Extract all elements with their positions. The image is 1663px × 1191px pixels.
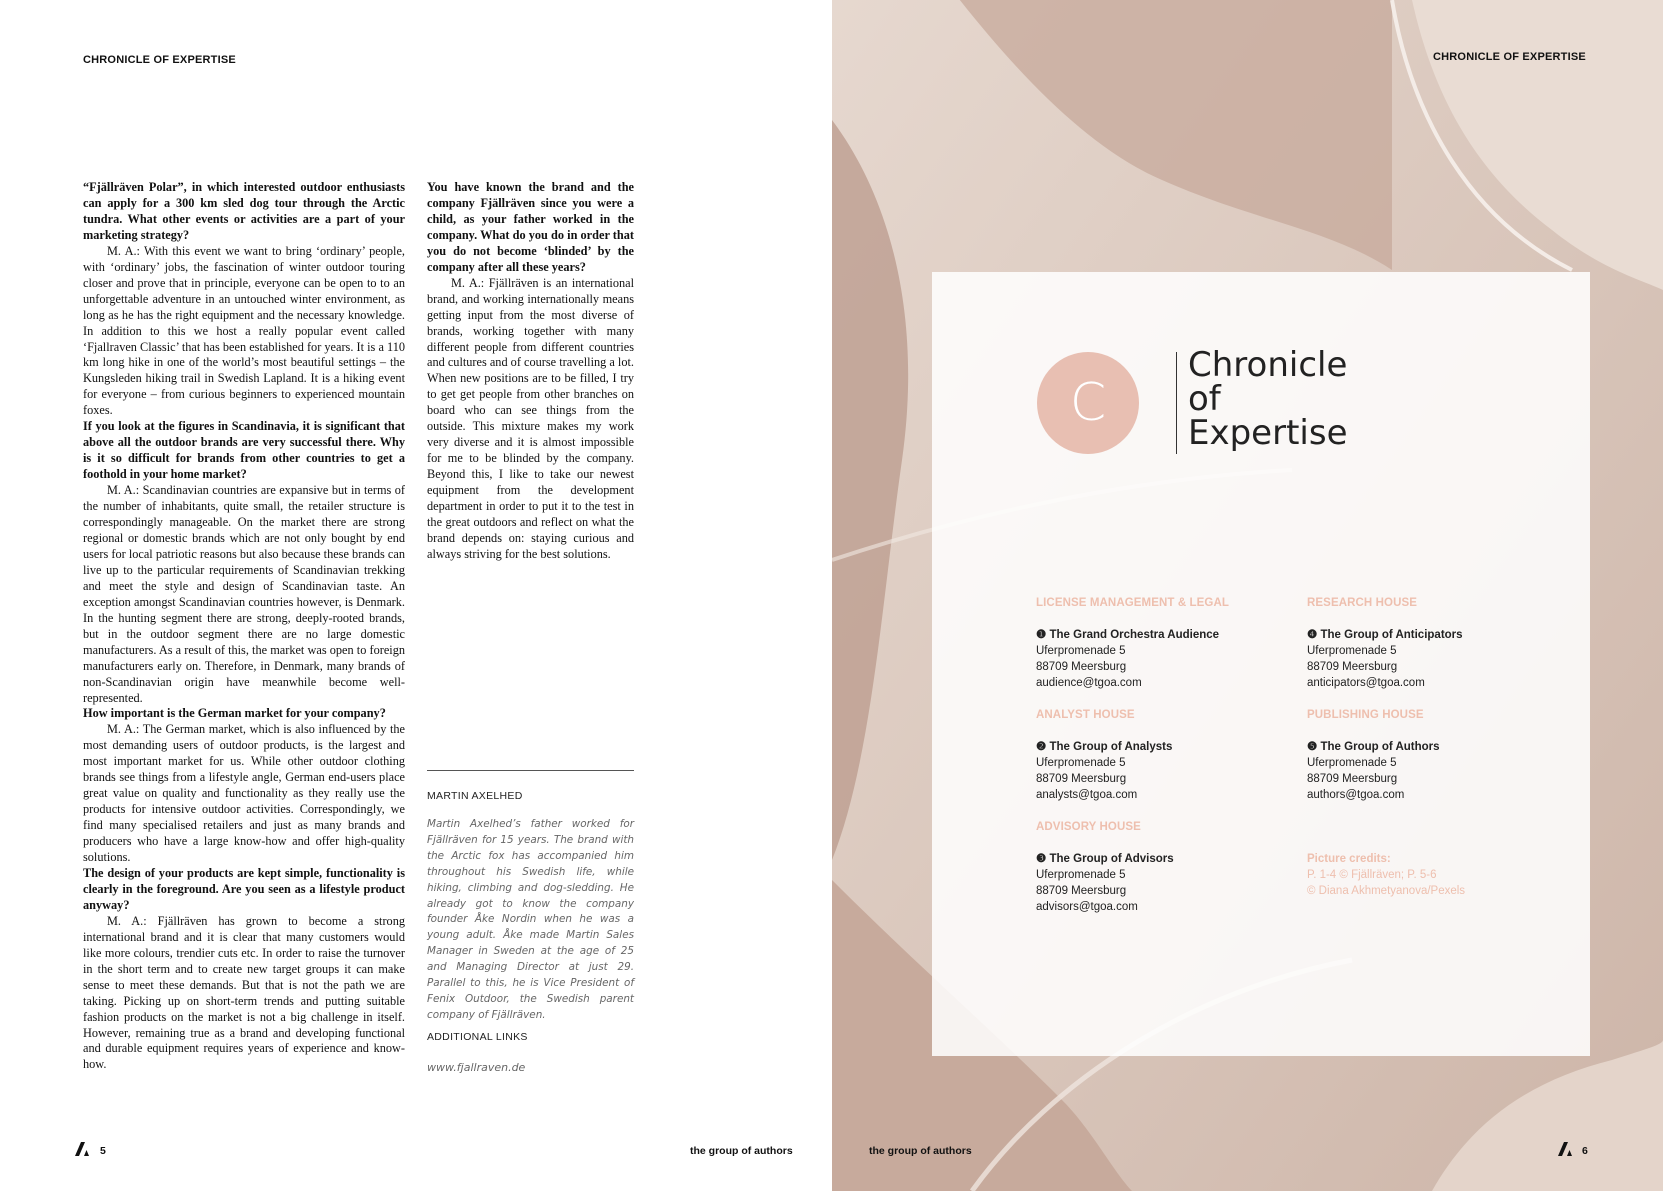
answer: M. A.: Scandinavian countries are expansive but in terms of the number of inhabitants, quite small, the retailer structure is correspondingly manageable. On the market there are strong regional or domestic brands which are not only bought by end users for local patriotic reasons but also because these brands can live up to the particular requirements of Scandinavian trekking and meet the style and design of Scandinavian taste. An exception amongst Scandinavian countries however, is Denmark. In the hunting segment there are strong, deeply-rooted brands, but in the outdoor segment there are no large domestic manufacturers. As a result of this, the market was open to foreign manufacturers early on. Therefore, in Denmark, many brands of non-Scandinavian origin have meanwhile become well-represented.	[83, 483, 405, 705]
contact-name: ❶ The Grand Orchestra Audience	[1036, 629, 1220, 641]
question: How important is the German market for your company?	[83, 706, 386, 721]
contact-street: Uferpromenade 5	[1036, 757, 1126, 769]
author-bio: Martin Axelhed’s father worked for Fjällräven for 15 years. The brand with the Arctic fox has accompanied him throughout his Swedish life, while hiking, climbing and dog-sledding. He already got to know the company founder Åke Nordin when he was a young adult. Åke made Martin Sales Manager in Sweden at the age of 25 and Managing Director at just 29. Parallel to this, he is Vice President of Fenix Outdoor, the Swedish parent company of Fjällräven.	[427, 818, 634, 1021]
logo-circle: C	[1037, 352, 1139, 454]
additional-links-heading: ADDITIONAL LINKS	[427, 1031, 528, 1043]
publisher-logo-icon	[1558, 1142, 1574, 1156]
contact-city: 88709 Meersburg	[1036, 773, 1127, 785]
author-name: MARTIN AXELHED	[427, 790, 523, 802]
credits-line: P. 1-4 © Fjällräven; P. 5-6	[1307, 869, 1437, 881]
contact-advisors	[1036, 851, 1174, 915]
right-running-header: CHRONICLE OF EXPERTISE	[1433, 51, 1586, 63]
contact-city: 88709 Meersburg	[1307, 773, 1398, 785]
left-footer: the group of authors	[690, 1145, 793, 1157]
divider	[427, 770, 634, 771]
left-running-header: CHRONICLE OF EXPERTISE	[83, 54, 236, 66]
external-link[interactable]: www.fjallraven.de	[427, 1061, 526, 1074]
question: If you look at the figures in Scandinavia, it is significant that above all the outdoor brands are very successful there. Why is it so difficult for brands from other countries to get a foothold in your home market?	[83, 419, 405, 482]
section-heading-analyst: ANALYST HOUSE	[1036, 709, 1135, 721]
question: You have known the brand and the company Fjällräven since you were a child, as your father worked in the company. What do you do in order that you do not become ‘blinded’ by the company after all these years?	[427, 180, 634, 274]
article-column-2	[427, 180, 634, 563]
picture-credits	[1307, 851, 1465, 899]
title-line: Expertise	[1188, 413, 1348, 453]
answer: M. A.: Fjällräven is an international brand, and working internationally means getting input from the most diverse of brands, working together with many different people from different countries and cultures and of course travelling a lot. When new positions are to be filled, I try to get get people from other branches on board who can see things from the outside. This mixture makes my work very diverse and it is almost impossible for me to be blinded by the company. Beyond this, I like to take our newest equipment from the development department in order to put it to the test in the great outdoors and reflect on what the brand depends on: staying curious and always striving for the best solutions.	[427, 275, 634, 561]
contact-city: 88709 Meersburg	[1036, 661, 1127, 673]
masthead-panel	[932, 272, 1590, 1056]
contact-street: Uferpromenade 5	[1036, 869, 1126, 881]
credits-line: © Diana Akhmetyanova/Pexels	[1307, 885, 1466, 897]
page-number: 5	[100, 1145, 106, 1157]
contact-name: ❺ The Group of Authors	[1307, 741, 1440, 753]
right-page	[832, 0, 1663, 1191]
question: “Fjällräven Polar”, in which interested outdoor enthusiasts can apply for a 300 km sled dog tour through the Arctic tundra. What other events or activities are a part of your marketing strategy?	[83, 180, 405, 242]
credits-title: Picture credits:	[1307, 853, 1391, 865]
contact-street: Uferpromenade 5	[1036, 645, 1126, 657]
contact-analysts	[1036, 739, 1172, 803]
contact-email[interactable]: anticipators@tgoa.com	[1307, 677, 1425, 689]
contact-audience	[1036, 627, 1219, 691]
contact-email[interactable]: analysts@tgoa.com	[1036, 789, 1138, 801]
contact-email[interactable]: advisors@tgoa.com	[1036, 901, 1138, 913]
contact-email[interactable]: authors@tgoa.com	[1307, 789, 1405, 801]
contact-city: 88709 Meersburg	[1307, 661, 1398, 673]
answer: M. A.: Fjällräven has grown to become a strong international brand and it is clear that many customers would like more colours, trendier cuts etc. In order to raise the turnover in the short term and to create new target groups it can make sense to meet these demands. But that is not the path we are taking. Picking up on short-term trends and putting suitable fashion products on the market is not a big challenge in itself. However, remaining true as a brand and developing functional and durable equipment requires years of experience and know-how.	[83, 913, 405, 1072]
contact-street: Uferpromenade 5	[1307, 645, 1397, 657]
answer: M. A.: The German market, which is also influenced by the most demanding users of outdoor products, is the largest and most important market for us. While other outdoor clothing brands see things from a lifestyle angle, German end-users place great value on quality and functionality as they really use the products for intensive outdoor activities. Correspondingly, we find many specialised retailers and just as many brands and producers who have a large know-how and offer high-quality solutions.	[83, 722, 405, 865]
contact-email[interactable]: audience@tgoa.com	[1036, 677, 1142, 689]
contact-authors	[1307, 739, 1440, 803]
masthead-title	[1176, 345, 1348, 453]
section-heading-research: RESEARCH HOUSE	[1307, 597, 1418, 609]
section-heading-publishing: PUBLISHING HOUSE	[1307, 709, 1424, 721]
title-line: of	[1188, 379, 1221, 419]
right-footer: the group of authors	[869, 1145, 972, 1157]
section-heading-license: LICENSE MANAGEMENT & LEGAL	[1036, 597, 1229, 609]
contact-city: 88709 Meersburg	[1036, 885, 1127, 897]
answer: M. A.: With this event we want to bring ‘ordinary’ people, with ‘ordinary’ jobs, the fascination of winter outdoor touring closer and prove that in principle, everyone can be open to to an unforgettable adventure in an untouched winter environment, as long as he has the right equipment and the necessary knowledge. In addition to this we host a really popular event called ‘Fjallraven Classic’ that has been established for years. It is a 110 km long hike in one of the world’s most beautiful settings – the Kungsleden hiking trail in Swedish Lapland. It is a hiking event for everyone – from curious beginners to experienced mountain foxes.	[83, 243, 405, 418]
contact-name: ❷ The Group of Analysts	[1036, 741, 1173, 753]
title-line: Chronicle	[1188, 345, 1348, 385]
publisher-logo-icon	[75, 1142, 91, 1156]
question: The design of your products are kept simple, functionality is clearly in the foreground. Are you seen as a lifestyle product anyway?	[83, 865, 405, 912]
contact-name: ❹ The Group of Anticipators	[1307, 629, 1463, 641]
page-number: 6	[1582, 1145, 1588, 1157]
section-heading-advisory: ADVISORY HOUSE	[1036, 821, 1141, 833]
contact-street: Uferpromenade 5	[1307, 757, 1397, 769]
contact-name: ❸ The Group of Advisors	[1036, 853, 1174, 865]
article-column-1	[83, 180, 405, 1073]
contact-anticipators	[1307, 627, 1463, 691]
